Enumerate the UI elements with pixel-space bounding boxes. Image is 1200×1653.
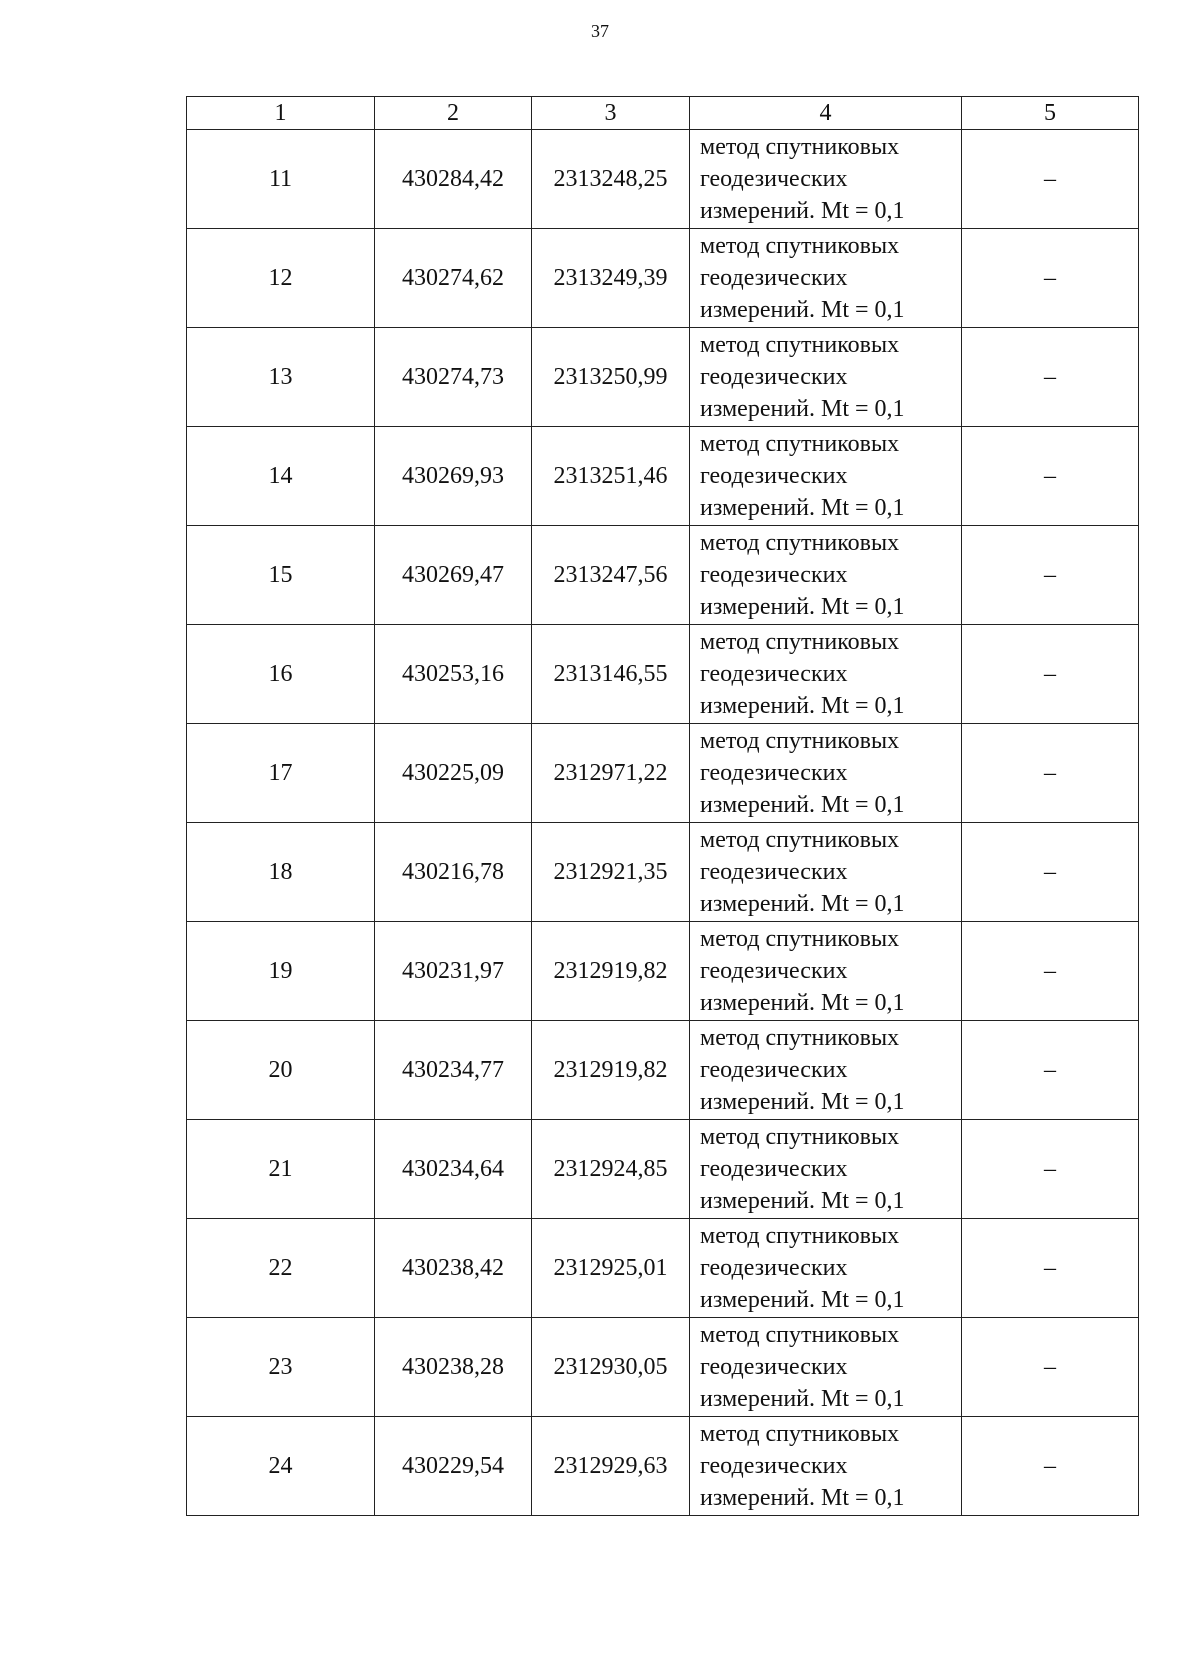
method-line: метод спутниковых xyxy=(700,1025,900,1051)
point-number-cell: 12 xyxy=(187,229,375,328)
point-number-cell: 13 xyxy=(187,328,375,427)
y-coordinate-cell: 2312925,01 xyxy=(532,1219,690,1318)
method-line: измерений. Mt = 0,1 xyxy=(700,1386,905,1412)
method-line: метод спутниковых xyxy=(700,926,900,952)
table-body xyxy=(187,97,1139,1516)
point-number-cell: 21 xyxy=(187,1120,375,1219)
method-line: геодезических xyxy=(700,1354,848,1380)
y-coordinate-cell: 2312929,63 xyxy=(532,1417,690,1516)
method-line: измерений. Mt = 0,1 xyxy=(700,594,905,620)
point-number-cell: 20 xyxy=(187,1021,375,1120)
x-coordinate-cell: 430216,78 xyxy=(375,823,532,922)
method-cell xyxy=(690,922,962,1021)
header-cell-4: 4 xyxy=(690,97,962,130)
y-coordinate-cell: 2312919,82 xyxy=(532,1021,690,1120)
y-coordinate-cell: 2312924,85 xyxy=(532,1120,690,1219)
method-cell xyxy=(690,130,962,229)
x-coordinate-cell: 430269,47 xyxy=(375,526,532,625)
table-row xyxy=(187,1219,1139,1318)
method-cell xyxy=(690,625,962,724)
header-cell-5: 5 xyxy=(962,97,1139,130)
y-coordinate-cell: 2313249,39 xyxy=(532,229,690,328)
method-line: измерений. Mt = 0,1 xyxy=(700,495,905,521)
method-cell xyxy=(690,1120,962,1219)
table-row xyxy=(187,1417,1139,1516)
method-line: геодезических xyxy=(700,166,848,192)
method-line: измерений. Mt = 0,1 xyxy=(700,1485,905,1511)
method-cell xyxy=(690,1021,962,1120)
method-line: измерений. Mt = 0,1 xyxy=(700,792,905,818)
point-number-cell: 19 xyxy=(187,922,375,1021)
table-row xyxy=(187,1120,1139,1219)
method-line: геодезических xyxy=(700,265,848,291)
note-cell: – xyxy=(962,229,1139,328)
method-line: метод спутниковых xyxy=(700,233,900,259)
method-line: метод спутниковых xyxy=(700,332,900,358)
method-line: метод спутниковых xyxy=(700,629,900,655)
method-line: геодезических xyxy=(700,463,848,489)
table-row xyxy=(187,1021,1139,1120)
method-line: измерений. Mt = 0,1 xyxy=(700,891,905,917)
x-coordinate-cell: 430229,54 xyxy=(375,1417,532,1516)
table-row xyxy=(187,427,1139,526)
x-coordinate-cell: 430231,97 xyxy=(375,922,532,1021)
y-coordinate-cell: 2313248,25 xyxy=(532,130,690,229)
method-line: измерений. Mt = 0,1 xyxy=(700,297,905,323)
method-line: измерений. Mt = 0,1 xyxy=(700,396,905,422)
method-line: измерений. Mt = 0,1 xyxy=(700,1089,905,1115)
y-coordinate-cell: 2312921,35 xyxy=(532,823,690,922)
note-cell: – xyxy=(962,1120,1139,1219)
note-cell: – xyxy=(962,1021,1139,1120)
point-number-cell: 17 xyxy=(187,724,375,823)
y-coordinate-cell: 2312971,22 xyxy=(532,724,690,823)
table-header-row xyxy=(187,97,1139,130)
point-number-cell: 18 xyxy=(187,823,375,922)
table-row xyxy=(187,526,1139,625)
method-cell xyxy=(690,526,962,625)
method-line: метод спутниковых xyxy=(700,1322,900,1348)
y-coordinate-cell: 2313146,55 xyxy=(532,625,690,724)
note-cell: – xyxy=(962,130,1139,229)
method-line: метод спутниковых xyxy=(700,1223,900,1249)
note-cell: – xyxy=(962,1219,1139,1318)
y-coordinate-cell: 2312919,82 xyxy=(532,922,690,1021)
y-coordinate-cell: 2312930,05 xyxy=(532,1318,690,1417)
method-line: геодезических xyxy=(700,1453,848,1479)
table-row xyxy=(187,229,1139,328)
method-line: измерений. Mt = 0,1 xyxy=(700,990,905,1016)
table-row xyxy=(187,328,1139,427)
method-line: измерений. Mt = 0,1 xyxy=(700,693,905,719)
table-row xyxy=(187,625,1139,724)
note-cell: – xyxy=(962,1417,1139,1516)
method-line: измерений. Mt = 0,1 xyxy=(700,1188,905,1214)
note-cell: – xyxy=(962,427,1139,526)
x-coordinate-cell: 430238,28 xyxy=(375,1318,532,1417)
page-number: 37 xyxy=(591,21,609,41)
note-cell: – xyxy=(962,625,1139,724)
note-cell: – xyxy=(962,526,1139,625)
point-number-cell: 24 xyxy=(187,1417,375,1516)
x-coordinate-cell: 430225,09 xyxy=(375,724,532,823)
method-line: измерений. Mt = 0,1 xyxy=(700,198,905,224)
method-cell xyxy=(690,328,962,427)
y-coordinate-cell: 2313247,56 xyxy=(532,526,690,625)
method-cell xyxy=(690,1219,962,1318)
x-coordinate-cell: 430234,64 xyxy=(375,1120,532,1219)
method-cell xyxy=(690,229,962,328)
table-row xyxy=(187,922,1139,1021)
method-line: геодезических xyxy=(700,958,848,984)
note-cell: – xyxy=(962,328,1139,427)
note-cell: – xyxy=(962,922,1139,1021)
x-coordinate-cell: 430253,16 xyxy=(375,625,532,724)
method-line: метод спутниковых xyxy=(700,134,900,160)
method-line: измерений. Mt = 0,1 xyxy=(700,1287,905,1313)
method-line: геодезических xyxy=(700,760,848,786)
method-line: геодезических xyxy=(700,364,848,390)
header-cell-2: 2 xyxy=(375,97,532,130)
y-coordinate-cell: 2313251,46 xyxy=(532,427,690,526)
method-line: геодезических xyxy=(700,1255,848,1281)
method-cell xyxy=(690,1417,962,1516)
point-number-cell: 22 xyxy=(187,1219,375,1318)
method-line: метод спутниковых xyxy=(700,431,900,457)
method-cell xyxy=(690,427,962,526)
method-cell xyxy=(690,724,962,823)
method-line: метод спутниковых xyxy=(700,728,900,754)
note-cell: – xyxy=(962,1318,1139,1417)
x-coordinate-cell: 430238,42 xyxy=(375,1219,532,1318)
x-coordinate-cell: 430274,73 xyxy=(375,328,532,427)
method-line: геодезических xyxy=(700,1057,848,1083)
table-row xyxy=(187,130,1139,229)
note-cell: – xyxy=(962,724,1139,823)
method-cell xyxy=(690,1318,962,1417)
y-coordinate-cell: 2313250,99 xyxy=(532,328,690,427)
x-coordinate-cell: 430269,93 xyxy=(375,427,532,526)
point-number-cell: 11 xyxy=(187,130,375,229)
point-number-cell: 16 xyxy=(187,625,375,724)
method-line: метод спутниковых xyxy=(700,827,900,853)
method-line: метод спутниковых xyxy=(700,1421,900,1447)
point-number-cell: 15 xyxy=(187,526,375,625)
x-coordinate-cell: 430274,62 xyxy=(375,229,532,328)
point-number-cell: 14 xyxy=(187,427,375,526)
table-row xyxy=(187,1318,1139,1417)
x-coordinate-cell: 430284,42 xyxy=(375,130,532,229)
point-number-cell: 23 xyxy=(187,1318,375,1417)
table-row xyxy=(187,724,1139,823)
header-cell-1: 1 xyxy=(187,97,375,130)
method-line: геодезических xyxy=(700,661,848,687)
method-cell xyxy=(690,823,962,922)
header-cell-3: 3 xyxy=(532,97,690,130)
table-row xyxy=(187,823,1139,922)
x-coordinate-cell: 430234,77 xyxy=(375,1021,532,1120)
coordinates-table xyxy=(186,96,1139,1516)
method-line: метод спутниковых xyxy=(700,530,900,556)
method-line: геодезических xyxy=(700,562,848,588)
method-line: геодезических xyxy=(700,1156,848,1182)
note-cell: – xyxy=(962,823,1139,922)
method-line: метод спутниковых xyxy=(700,1124,900,1150)
method-line: геодезических xyxy=(700,859,848,885)
